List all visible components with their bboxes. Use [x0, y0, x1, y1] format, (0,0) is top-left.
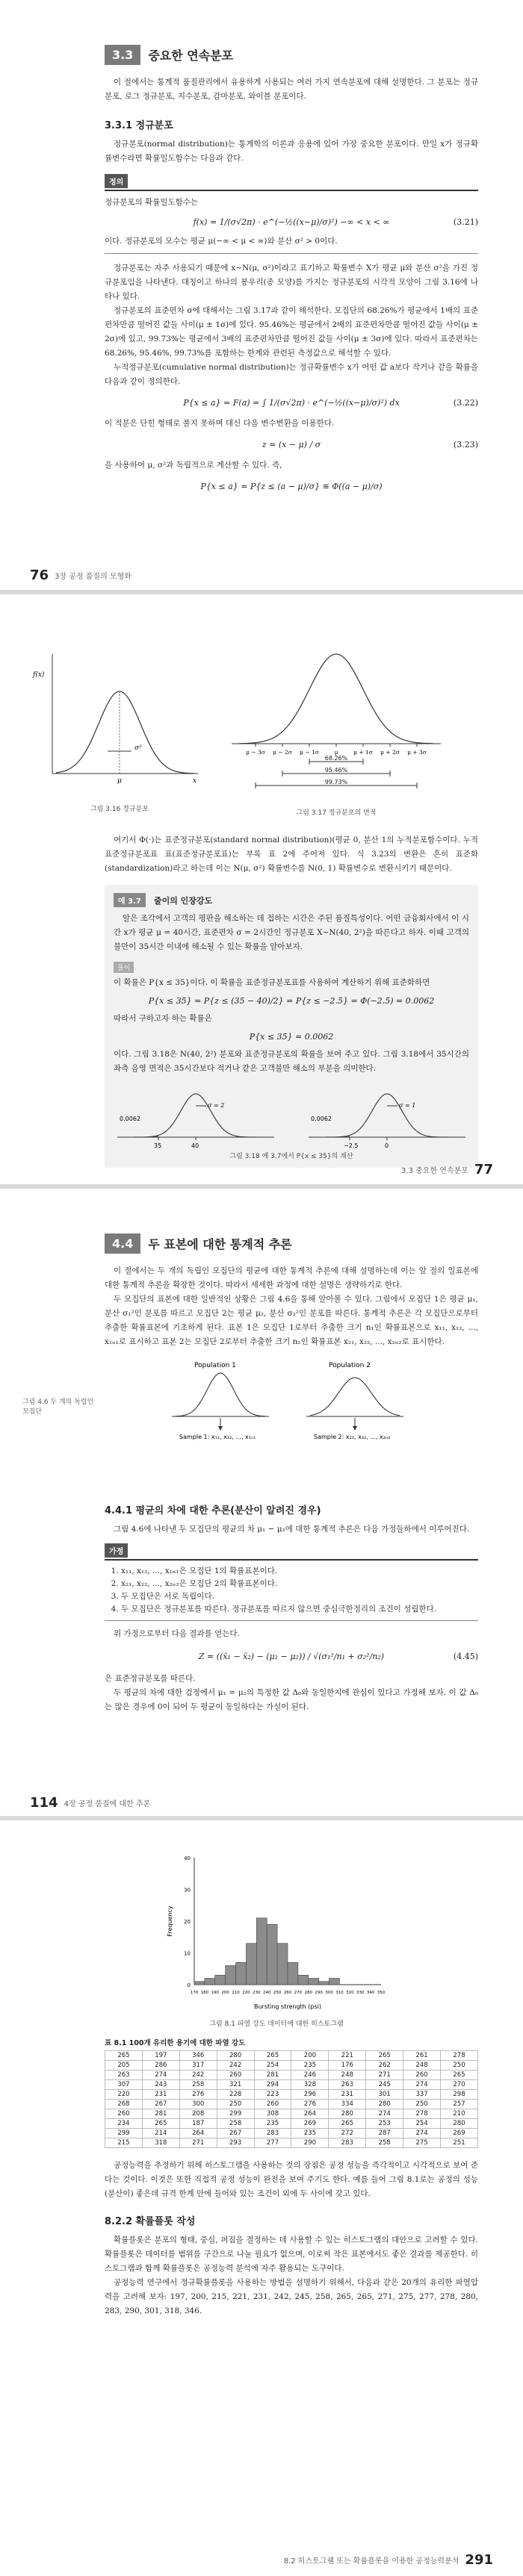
- table-row: [105, 2119, 478, 2129]
- table-cell: 231: [329, 2090, 366, 2100]
- x-tick-label: 220: [242, 1991, 250, 1995]
- x-tick-label: 320: [346, 1991, 354, 1995]
- table-cell: 267: [217, 2129, 254, 2138]
- table-cell: 210: [441, 2109, 478, 2119]
- table-cell: 300: [179, 2100, 217, 2109]
- histogram-bar: [298, 1975, 309, 1985]
- table-cell: 268: [105, 2100, 143, 2109]
- table-cell: 258: [366, 2138, 403, 2148]
- paragraph: 두 모집단의 표본에 대한 일반적인 상황은 그림 4.6을 통해 알아볼 수 있다. 그림에서 모집단 1은 평균 μ₁, 분산 σ₁²인 분포를 따르고 모집단 2는 평균 μ₂, 분산 σ₂²인 분포를 따른다. 통계적 추론은 각 모집단으로부터 추출한 확률표본에 기초하게 된다. 표본 1은 모집단 1로부터 추출한 크기 n₁인 확률표본으로 x₁₁, x₁₂, ..., x₁ₙ₁로 표시하고 표본 2는 모집단 2로부터 추출한 크기 n₂인 확률표본 x₂₁, x₂₂, ..., x₂ₙ₂로 표시한다.: [105, 1295, 478, 1346]
- section-name: 3.3 중요한 연속분포: [401, 1167, 468, 1175]
- assumption-box: [105, 1543, 478, 1621]
- assumption-item: 3. 두 모집단은 서로 독립이다.: [121, 1590, 478, 1603]
- table-cell: 260: [105, 2109, 143, 2119]
- table-cell: 200: [291, 2051, 329, 2061]
- table-cell: 275: [403, 2138, 441, 2148]
- figure-3-16: [30, 647, 202, 796]
- table-cell: 299: [105, 2129, 143, 2138]
- page-number: 114: [30, 1795, 58, 1811]
- section-number: 3.3: [105, 45, 140, 65]
- table-cell: 293: [217, 2138, 254, 2148]
- histogram-bar: [319, 1982, 329, 1985]
- table-cell: 271: [366, 2071, 403, 2080]
- table-cell: 231: [142, 2090, 179, 2100]
- paragraph: 공정능력을 추정하기 위해 히스토그램을 사용하는 것의 장점은 공정 성능을 즉각적이고 시각적으로 보여 준다는 것이다. 이것은 또한 직접적 공정 성능이 완전을 보여 주기도 한다. 예를 들어 그림 8.1로는 공정의 성능(분산이) 좋은데 규격 한계 안에 들어와 있는 조건이 외에 두 사이에 갖고 있다.: [105, 2161, 478, 2198]
- histogram-bar: [277, 1944, 288, 1985]
- x-tick-label: 340: [366, 1991, 375, 1995]
- histogram-bar: [194, 1982, 205, 1985]
- paragraph: 위 가정으로부터 다음 결과를 얻는다.: [114, 1629, 240, 1638]
- probability-label: 0.0062: [311, 1116, 332, 1122]
- example-tag: 예 3.7: [114, 893, 146, 907]
- figure-3-17-caption: 그림 3.17 정규분포의 면적: [296, 809, 377, 817]
- table-cell: 258: [217, 2119, 254, 2129]
- table-cell: 276: [291, 2100, 329, 2109]
- x-tick-label: 300: [325, 1991, 333, 1995]
- assumption-item: 4. 두 모집단은 정규분포를 따른다. 정규분포를 따르지 않으면 중심극한정리의 조건이 성립한다.: [121, 1603, 478, 1616]
- page-footer: [30, 1795, 150, 1811]
- paragraph: 두 평균의 차에 대한 검정에서 μ₁ = μ₂의 특정한 값 Δ₀와 동일한지에 관심이 있다고 가정해 보자. 이 값 Δ₀는 많은 경우에 0이 되어 두 평균이 동일하다는 가설이 된다.: [105, 1688, 478, 1711]
- table-cell: 262: [366, 2061, 403, 2071]
- table-cell: 228: [217, 2090, 254, 2100]
- table-cell: 265: [366, 2051, 403, 2061]
- table-cell: 269: [291, 2119, 329, 2129]
- histogram-bar: [246, 1944, 256, 1985]
- table-cell: 321: [217, 2080, 254, 2090]
- table-cell: 281: [142, 2109, 179, 2119]
- x-tick-label: 260: [283, 1991, 292, 1995]
- table-cell: 328: [291, 2080, 329, 2090]
- x-tick-label: 200: [221, 1991, 229, 1995]
- paragraph: 누적정규분포(cumulative normal distribution)는 정규확률변수 x가 어떤 값 a보다 작거나 같을 확률을 다음과 같이 정의한다.: [105, 363, 478, 386]
- table-cell: 280: [366, 2100, 403, 2109]
- table-cell: 214: [142, 2129, 179, 2138]
- table-row: [105, 2090, 478, 2100]
- x-tick-label: 170: [190, 1991, 199, 1995]
- table-cell: 274: [366, 2109, 403, 2119]
- tick-label: μ − 1σ: [300, 749, 319, 756]
- data-table: [105, 2050, 478, 2148]
- table-cell: 260: [403, 2071, 441, 2080]
- table-cell: 235: [291, 2129, 329, 2138]
- table-cell: 254: [254, 2061, 291, 2071]
- definition-after: 이다. 정규분포의 모수는 평균 μ(−∞ < μ < ∞)와 분산 σ² > 0이다.: [105, 237, 338, 246]
- table-row: [105, 2061, 478, 2071]
- histogram-bar: [267, 1924, 277, 1985]
- tick-label: −2.5: [344, 1142, 359, 1149]
- x-tick-label: 190: [211, 1991, 220, 1995]
- y-tick-label: 40: [184, 1855, 191, 1861]
- table-cell: 274: [142, 2071, 179, 2080]
- histogram-bar: [309, 1979, 319, 1985]
- section-number: 4.4: [105, 1233, 140, 1254]
- intro-paragraph: 이 절에서는 통계적 품질관리에서 유용하게 사용되는 여러 가지 연속분포에 대해 설명한다. 그 분포는 정규분포, 로그 정규분포, 지수분포, 감마분포, 와이블 분포이다.: [105, 78, 478, 101]
- figure-3-18-right: [305, 1083, 469, 1151]
- table-cell: 280: [441, 2119, 478, 2129]
- tick-label: 40: [191, 1142, 199, 1149]
- paragraph: 공정능력 연구에서 정규확률플롯을 사용하는 방법을 설명하기 위해서, 다음과 같은 20개의 유리한 파열압력을 고려해 보자: 197, 200, 215, 221, 231, 242, 245, 258, 265, 265, 271, 275, 277, 278, 280, 283, 290, 301, 318, 346.: [105, 2278, 478, 2315]
- percent-label: 68.26%: [324, 755, 348, 762]
- histogram-caption: 그림 8.1 파열 강도 데이터에 대한 히스토그램: [209, 2020, 344, 2028]
- section-heading: [105, 1233, 478, 1254]
- table-title: 표 8.1 100개 유리한 용기에 대한 파열 강도: [105, 2039, 246, 2047]
- sigma2-label: σ²: [134, 744, 142, 752]
- x-axis-label: x: [193, 777, 197, 785]
- page-76: [0, 0, 523, 590]
- table-cell: 280: [217, 2051, 254, 2061]
- table-cell: 264: [179, 2129, 217, 2138]
- table-cell: 274: [403, 2129, 441, 2138]
- sample-2-label: Sample 2: x₂₁, x₂₂, ..., x₂ₙ₂: [314, 1434, 391, 1440]
- figure-3-17: [224, 639, 448, 803]
- table-row: [105, 2138, 478, 2148]
- equation-4-45: Z = ((x̄₁ − x̄₂) − (μ₁ − μ₂)) / √(σ₁²/n₁ + σ₂²/n₂) (4.45): [198, 1652, 478, 1661]
- paragraph: 정규분포(normal distribution)는 통계학의 이론과 응용에 있어 가장 중요한 분포이다. 만일 x가 정규확률변수라면 확률밀도함수는 다음과 같다.: [105, 140, 478, 163]
- paragraph: 이 절에서는 두 개의 독립인 모집단의 평균에 대한 통계적 추론에 대해 설명하는데 이는 앞 절의 일표본에 대한 통계적 추론을 확장한 것이다. 따라서 세세한 과정에 대한 설명은 생략하기로 한다.: [105, 1266, 478, 1289]
- table-cell: 337: [403, 2090, 441, 2100]
- table-cell: 248: [403, 2061, 441, 2071]
- sigma-label: σ = 1: [399, 1102, 416, 1109]
- y-tick-label: 20: [184, 1919, 191, 1925]
- table-cell: 215: [105, 2138, 143, 2148]
- solution-equation-2: P{x ≤ 35} = 0.0062: [249, 1032, 334, 1042]
- table-cell: 265: [142, 2119, 179, 2129]
- table-cell: 286: [142, 2061, 179, 2071]
- table-cell: 270: [441, 2080, 478, 2090]
- paragraph: 그림 4.6에 나타낸 두 모집단의 평균의 차 μ₁ − μ₂에 대한 통계적 추론은 다음 가정들하에서 이루어진다.: [114, 1525, 470, 1534]
- table-cell: 253: [366, 2119, 403, 2129]
- histogram-figure-8-1: [164, 1850, 389, 2015]
- fx-axis-label: f(x): [33, 671, 45, 679]
- assumption-item: 2. x₂₁, x₂₂, ..., x₂ₙ₂은 모집단 2의 확률표본이다.: [121, 1578, 478, 1590]
- table-cell: 260: [217, 2071, 254, 2080]
- table-cell: 205: [105, 2061, 143, 2071]
- table-cell: 272: [329, 2129, 366, 2138]
- histogram-y-label: Frequency: [167, 1905, 173, 1937]
- paragraph: 은 표준정규분포를 따른다.: [105, 1674, 196, 1683]
- tick-label: μ − 3σ: [246, 749, 265, 756]
- example-text: 알은 조각에서 고객의 평판을 해소하는 데 접하는 시간은 주된 품질특성이다. 어떤 금융회사에서 이 시간 x가 평균 μ = 40시간, 표준편차 σ = 2시간인 정규분포 X~N(40, 2²)을 따른다고 하자. 이때 고객의 불만이 35시간 이내에 해소될 수 있는 확률을 알아보자.: [114, 914, 469, 951]
- solution-text: 따라서 구하고자 하는 확률은: [114, 1014, 212, 1023]
- table-cell: 176: [329, 2061, 366, 2071]
- paragraph: 정규분포의 표준편차 σ에 대해서는 그림 3.17과 같이 해석한다. 모집단의 68.26%가 평균에서 1배의 표준편차만큼 떨어진 값들 사이(μ ± 1σ)에 있다. 95.46%는 평균에서 2배의 표준편차만큼 떨어진 값들 사이(μ ± 2σ)에 있고, 99.73%는 평균에서 3배의 표준편차만큼 떨어진 값들 사이(μ ± 3σ)에 있다. 따라서 표준편차는 68.26%, 95.46%, 99.73%를 포함하는 한계와 관련된 측정값으로 해석할 수 있다.: [105, 306, 478, 358]
- table-cell: 187: [179, 2119, 217, 2129]
- paragraph: 정규분포는 자주 사용되기 때문에 x~N(μ, σ²)이라고 표기하고 확률변수 X가 평균 μ와 분산 σ²을 가진 정규분포임을 나타낸다. 대칭이고 하나의 봉우리(종 모양)를 가지는 정규분포의 시각적 모양이 그림 3.16에 나타나 있다.: [105, 264, 478, 301]
- table-cell: 265: [254, 2051, 291, 2061]
- example-3-7: [105, 885, 478, 1168]
- section-title: 두 표본에 대한 통계적 추론: [148, 1237, 292, 1251]
- table-cell: 258: [179, 2080, 217, 2090]
- tick-label: μ + 2σ: [380, 749, 400, 756]
- paragraph: 여기서 Φ(·)는 표준정규분포(standard normal distribution)(평균 0, 분산 1의 누적분포함수이다. 누적표준정규분포표 표(표준정규분포표)는 부록 표 2에 주어져 있다. 식 3.23의 변환은 흔히 표준화(standardization)라고 하는데 이는 N(μ, σ²) 확률변수를 N(0, 1) 확률변수로 변환시키기 때문이다.: [105, 836, 478, 873]
- table-cell: 246: [291, 2071, 329, 2080]
- figure-3-18-left: [114, 1083, 278, 1151]
- table-cell: 263: [329, 2080, 366, 2090]
- table-cell: 223: [254, 2090, 291, 2100]
- table-cell: 296: [291, 2090, 329, 2100]
- chapter-name: 3장 공정 품질의 모형화: [55, 573, 131, 581]
- sample-1-label: Sample 1: x₁₁, x₁₂, ..., x₁ₙ₁: [179, 1434, 256, 1440]
- table-cell: 290: [291, 2138, 329, 2148]
- table-cell: 235: [254, 2119, 291, 2129]
- section-heading: [105, 45, 478, 65]
- table-cell: 250: [403, 2100, 441, 2109]
- table-cell: 276: [179, 2090, 217, 2100]
- table-cell: 251: [441, 2138, 478, 2148]
- table-cell: 264: [291, 2109, 329, 2119]
- x-tick-label: 240: [262, 1991, 271, 1995]
- assumption-label: 가정: [105, 1543, 128, 1558]
- tick-label: μ + 1σ: [353, 749, 373, 756]
- population-1-label: Population 1: [194, 1362, 236, 1369]
- page-291: [0, 1820, 523, 2576]
- paragraph: 이 적분은 단힌 형태로 풀지 못하며 대신 다음 변수변환을 이용한다.: [105, 419, 335, 428]
- table-cell: 248: [329, 2071, 366, 2080]
- table-row: [105, 2080, 478, 2090]
- subsection-title: 4.4.1 평균의 차에 대한 추론(분산이 알려진 경우): [105, 1505, 321, 1516]
- table-cell: 298: [441, 2090, 478, 2100]
- table-cell: 287: [366, 2129, 403, 2138]
- equation-3-21: f(x) = 1/(σ√2π) · e^(−½((x−μ)/σ)²) −∞ < x < ∞ (3.21): [193, 217, 478, 227]
- tick-label: 35: [154, 1142, 162, 1149]
- page-footer: [30, 567, 131, 583]
- table-cell: 278: [441, 2051, 478, 2061]
- page-footer: [401, 1162, 493, 1177]
- table-cell: 318: [142, 2138, 179, 2148]
- table-row: [105, 2071, 478, 2080]
- y-tick-label: 30: [184, 1887, 191, 1894]
- table-cell: 281: [254, 2071, 291, 2080]
- subsection-title: 8.2.2 확률플롯 작성: [105, 2216, 196, 2227]
- table-cell: 346: [179, 2051, 217, 2061]
- table-cell: 283: [254, 2129, 291, 2138]
- table-row: [105, 2109, 478, 2119]
- page-number: 76: [30, 567, 49, 583]
- x-tick-label: 210: [232, 1991, 240, 1995]
- table-cell: 263: [105, 2071, 143, 2080]
- table-row: [105, 2051, 478, 2061]
- x-tick-label: 270: [294, 1991, 303, 1995]
- histogram-x-label: Bursting strength (psi): [253, 2003, 322, 2010]
- histogram-bar: [329, 1979, 340, 1985]
- table-cell: 221: [329, 2051, 366, 2061]
- equation-3-23: z = (x − μ) / σ (3.23): [262, 440, 478, 449]
- probability-label: 0.0062: [120, 1116, 140, 1122]
- population-2-label: Population 2: [329, 1362, 371, 1369]
- figure-3-16-caption: 그림 3.16 정규분포: [90, 806, 149, 813]
- histogram-bar: [205, 1979, 215, 1985]
- page-number: 77: [474, 1162, 493, 1177]
- table-cell: 250: [217, 2100, 254, 2109]
- tick-label: μ + 3σ: [407, 749, 427, 756]
- x-tick-label: 280: [304, 1991, 313, 1995]
- x-tick-label: 350: [377, 1991, 386, 1995]
- table-cell: 254: [403, 2119, 441, 2129]
- table-cell: 307: [105, 2080, 143, 2090]
- tick-label: 0: [385, 1142, 389, 1149]
- table-cell: 242: [179, 2071, 217, 2080]
- table-cell: 301: [366, 2090, 403, 2100]
- x-tick-label: 180: [200, 1991, 209, 1995]
- table-row: [105, 2129, 478, 2138]
- table-cell: 265: [329, 2119, 366, 2129]
- solution-text: 이 확률은 P{x ≤ 35}이다. 이 확률을 표준정규분포표를 사용하여 계산하기 위해 표준화하면: [114, 978, 430, 987]
- tick-label: μ − 2σ: [273, 749, 292, 756]
- histogram-bar: [236, 1962, 247, 1985]
- table-cell: 269: [441, 2129, 478, 2138]
- table-cell: 208: [179, 2109, 217, 2119]
- paragraph: 을 사용하여 μ, σ²과 독립적으로 계산할 수 있다. 즉,: [105, 461, 282, 470]
- definition-box: [105, 173, 478, 254]
- table-cell: 261: [403, 2051, 441, 2061]
- table-cell: 317: [179, 2061, 217, 2071]
- x-tick-label: 290: [315, 1991, 323, 1995]
- table-cell: 283: [329, 2138, 366, 2148]
- section-title: 중요한 연속분포: [148, 49, 234, 63]
- subsection-title: 3.3.1 정규분포: [105, 120, 173, 131]
- histogram-bar: [288, 1962, 298, 1985]
- example-title: 줄이의 인장강도: [153, 896, 213, 906]
- page-77: [0, 594, 523, 1184]
- solution-equation-1: P{x ≤ 35} = P{z ≤ (35 − 40)/2} = P{z ≤ −2.5} = Φ(−2.5) = 0.0062: [148, 996, 435, 1006]
- mu-label: μ: [117, 777, 122, 785]
- page-number: 291: [465, 2552, 493, 2568]
- table-cell: 280: [329, 2109, 366, 2119]
- equation-standardized: P{x ≤ a} = P{z ≤ (a − μ)/σ} ≡ Φ((a − μ)/σ): [200, 482, 383, 491]
- table-cell: 308: [254, 2109, 291, 2119]
- table-row: [105, 2100, 478, 2109]
- figure-4-6: [105, 1357, 478, 1446]
- chapter-name: 4장 공정 품질에 대한 추론: [64, 1800, 151, 1808]
- equation-3-22: P{x ≤ a} = F(a) = ∫ 1/(σ√2π) · e^(−½((x−μ)/σ)²) dx (3.22): [183, 398, 478, 408]
- page-114: [0, 1189, 523, 1816]
- solution-text: 이다. 그림 3.18은 N(40, 2²) 분포와 표준정규분포의 확률을 보여 주고 있다. 그림 3.18에서 35시간의 좌측 음영 면적은 35시간보다 적거나 같은 고객불만 해소의 부분을 의미한다.: [114, 1050, 469, 1073]
- tick-label: μ: [334, 749, 338, 756]
- histogram-bar: [226, 1966, 236, 1985]
- y-tick-label: 0: [187, 1982, 191, 1988]
- table-cell: 257: [441, 2100, 478, 2109]
- table-cell: 234: [105, 2119, 143, 2129]
- definition-label: 정의: [105, 174, 128, 188]
- table-cell: 294: [254, 2080, 291, 2090]
- table-cell: 271: [179, 2138, 217, 2148]
- table-cell: 242: [217, 2061, 254, 2071]
- table-cell: 250: [441, 2061, 478, 2071]
- table-cell: 220: [105, 2090, 143, 2100]
- percent-label: 99.73%: [324, 779, 348, 785]
- y-tick-label: 10: [184, 1950, 191, 1957]
- table-cell: 265: [441, 2071, 478, 2080]
- table-cell: 243: [142, 2080, 179, 2090]
- table-cell: 277: [254, 2138, 291, 2148]
- table-cell: 265: [105, 2051, 143, 2061]
- solution-tag: 풀이: [114, 962, 134, 973]
- table-cell: 260: [254, 2100, 291, 2109]
- table-cell: 267: [142, 2100, 179, 2109]
- table-cell: 235: [291, 2061, 329, 2071]
- page-footer: [284, 2552, 493, 2568]
- table-cell: 197: [142, 2051, 179, 2061]
- x-tick-label: 250: [273, 1991, 282, 1995]
- table-cell: 334: [329, 2100, 366, 2109]
- table-cell: 274: [403, 2080, 441, 2090]
- x-tick-label: 230: [253, 1991, 261, 1995]
- table-cell: 245: [366, 2080, 403, 2090]
- definition-text: 정규분포의 확률밀도함수는: [105, 198, 199, 207]
- assumption-item: 1. x₁₁, x₁₂, ..., x₁ₙ₁은 모집단 1의 확률표본이다.: [121, 1565, 478, 1578]
- figure-3-18-caption: 그림 3.18 예 3.7에서 P{x ≤ 35}의 계산: [229, 1153, 353, 1160]
- x-tick-label: 310: [335, 1991, 344, 1995]
- figure-4-6-caption: 그림 4.6 두 개의 독립인 모집단: [22, 1399, 94, 1416]
- histogram-bar: [256, 1918, 267, 1985]
- percent-label: 95.46%: [324, 767, 348, 774]
- sigma-label: σ = 2: [208, 1102, 225, 1109]
- histogram-bar: [215, 1975, 226, 1985]
- paragraph: 확률플롯은 분포의 형태, 중심, 퍼짐을 결정하는 데 사용할 수 있는 히스토그램의 대안으로 고려할 수 있다. 확률플롯은 데이터를 범위를 구간으로 나눌 필요가 없으며, 이로써 작은 표본에서도 좋은 결과를 제공한다. 히스토그램과 함께 확률플롯은 공정능력 분석에 자주 활용되는 도구이다.: [105, 2236, 478, 2273]
- table-cell: 299: [217, 2109, 254, 2119]
- section-name: 8.2 히스토그램 또는 확률플롯을 이용한 공정능력분석: [283, 2557, 459, 2566]
- x-tick-label: 330: [356, 1991, 365, 1995]
- table-cell: 278: [403, 2109, 441, 2119]
